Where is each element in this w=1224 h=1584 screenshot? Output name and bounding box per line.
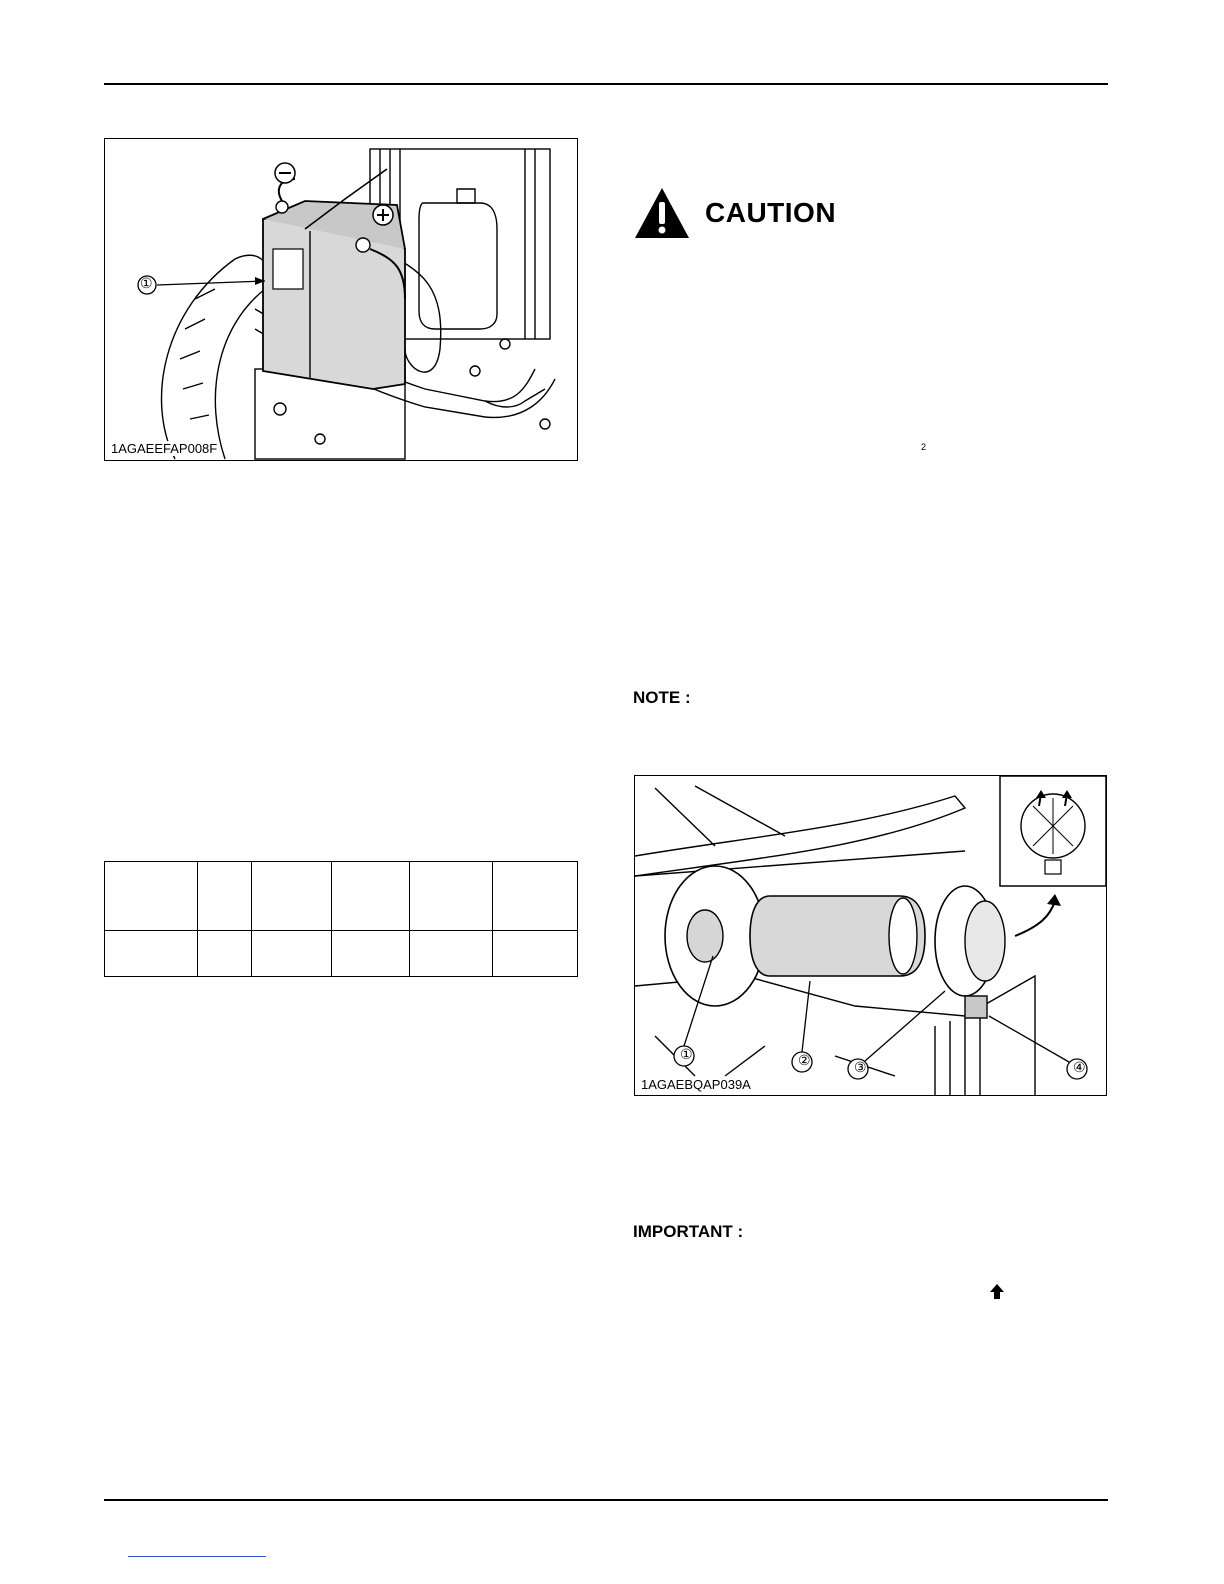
table-cell	[198, 931, 252, 977]
callout-3: ③	[854, 1059, 867, 1075]
important-label: IMPORTANT :	[633, 1222, 744, 1241]
figure-code: 1AGAEBQAP039A	[641, 1077, 751, 1092]
callout-1: ①	[680, 1046, 693, 1062]
caution-header	[633, 186, 836, 240]
table-cell	[198, 862, 252, 931]
footer-link-underline[interactable]	[128, 1556, 266, 1557]
table-cell	[332, 931, 410, 977]
callout-4: ④	[1073, 1059, 1086, 1075]
callout-2: ②	[798, 1052, 811, 1068]
spec-table	[104, 861, 578, 977]
table-row	[105, 862, 578, 931]
air-cleaner-figure	[634, 775, 1107, 1096]
table-cell	[252, 931, 332, 977]
table-row	[105, 931, 578, 977]
table-cell	[105, 931, 198, 977]
table-cell	[493, 931, 578, 977]
callout-1: ①	[140, 275, 153, 291]
caution-title: CAUTION	[705, 197, 837, 228]
arrow-up-icon	[990, 1284, 1004, 1300]
air-cleaner-illustration	[635, 776, 1106, 1095]
battery-illustration	[105, 139, 577, 460]
battery-figure	[104, 138, 578, 461]
figure-code: 1AGAEEFAP008F	[111, 441, 218, 456]
table-cell	[493, 862, 578, 931]
header-rule	[104, 83, 1108, 85]
table-cell	[410, 931, 493, 977]
table-cell	[410, 862, 493, 931]
table-cell	[105, 862, 198, 931]
footer-rule	[104, 1499, 1108, 1501]
table-cell	[252, 862, 332, 931]
table-cell	[332, 862, 410, 931]
warning-triangle-icon	[633, 186, 691, 240]
note-label: NOTE :	[633, 688, 691, 707]
superscript-2: 2	[921, 442, 927, 452]
